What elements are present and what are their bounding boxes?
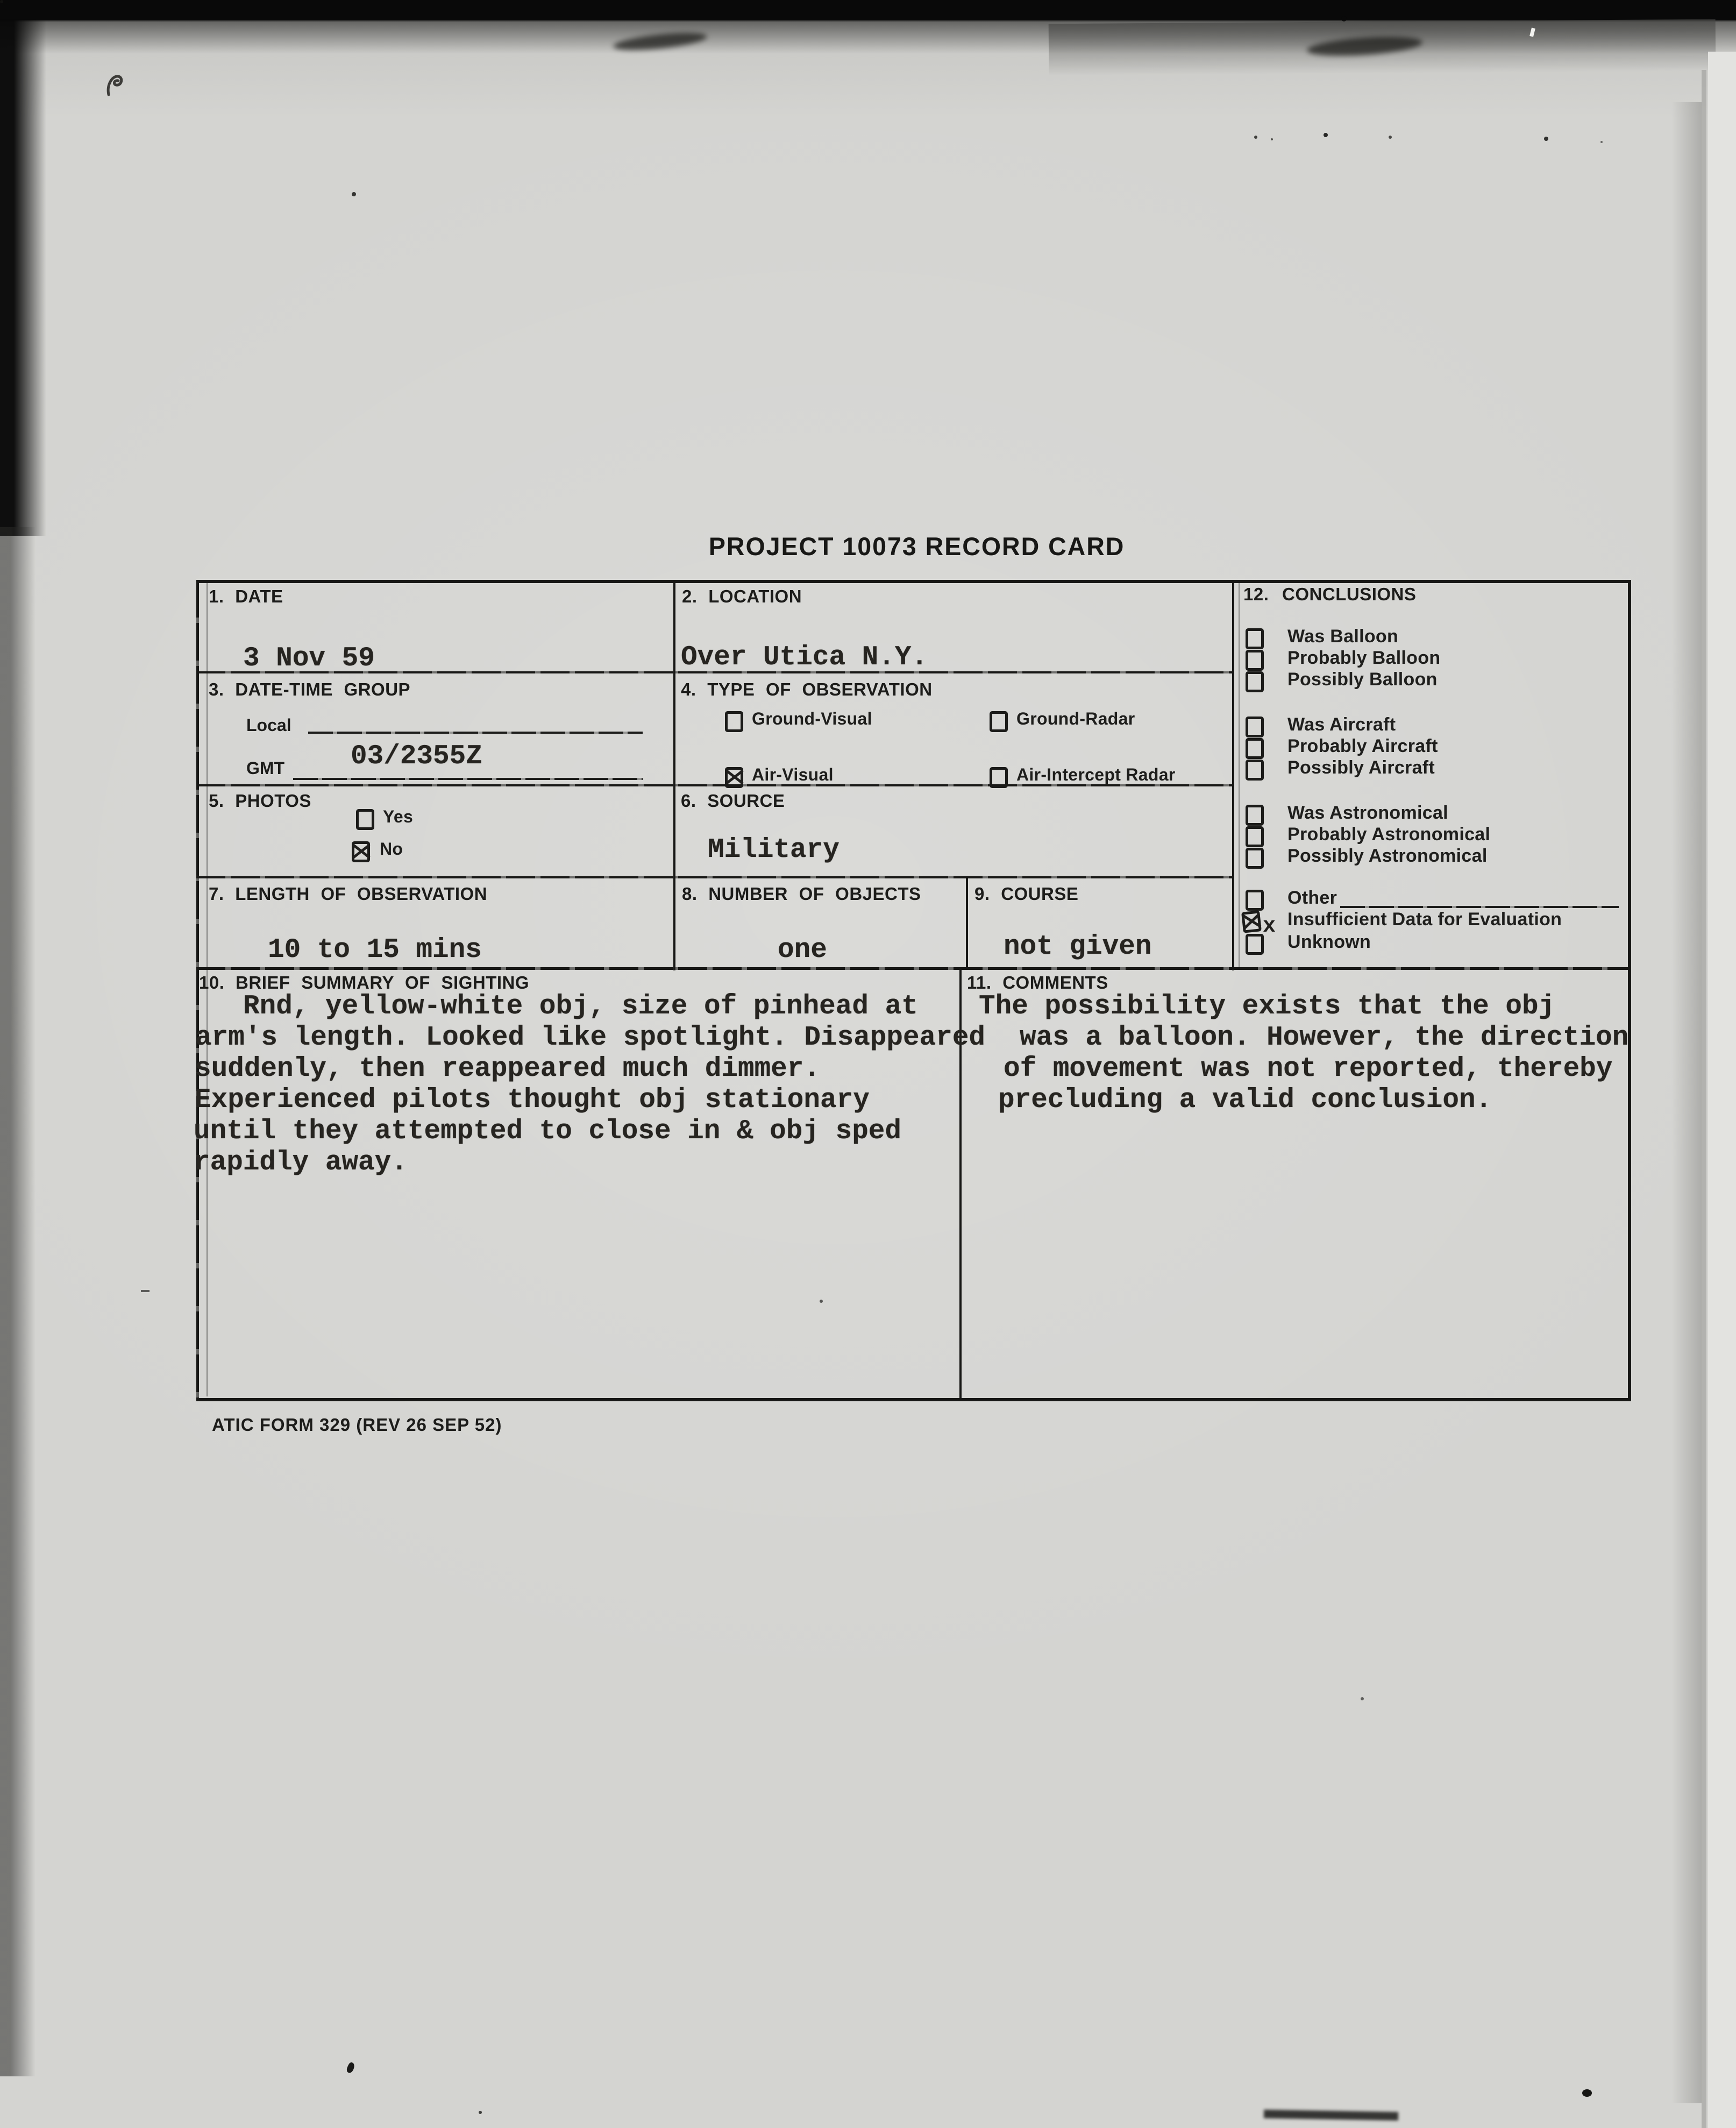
scan-speckles xyxy=(0,0,3,3)
probably-astronomical-label: Probably Astronomical xyxy=(1287,824,1491,845)
ground-radar-label: Ground-Radar xyxy=(1016,709,1135,728)
insufficient-data-x-mark: x xyxy=(1263,914,1276,939)
column-divider-8-9 xyxy=(966,878,968,969)
page-title: PROJECT 10073 RECORD CARD xyxy=(708,532,1125,561)
date-label: 1. DATE xyxy=(209,586,283,606)
gmt-value: 03/2355Z xyxy=(351,741,482,772)
summary-line: arm's length. Looked like spotlight. Disappeared xyxy=(195,1023,986,1053)
possibly-aircraft-label: Possibly Aircraft xyxy=(1287,757,1435,778)
unknown-label: Unknown xyxy=(1287,932,1371,952)
local-label: Local xyxy=(246,715,291,735)
insufficient-data-checkbox xyxy=(1241,910,1262,933)
possibly-balloon-checkbox xyxy=(1246,671,1264,692)
scan-ink-squiggle xyxy=(105,68,131,102)
table-border-right xyxy=(1628,580,1631,1401)
possibly-astronomical-label: Possibly Astronomical xyxy=(1287,846,1488,866)
location-label: 2. LOCATION xyxy=(682,586,802,606)
was-aircraft-label: Was Aircraft xyxy=(1287,714,1396,735)
comments-line: was a balloon. However, the direction xyxy=(1020,1023,1629,1053)
scan-top-black-band xyxy=(0,0,1736,22)
gmt-blank-line xyxy=(293,778,643,780)
possibly-aircraft-checkbox xyxy=(1246,760,1264,781)
probably-aircraft-label: Probably Aircraft xyxy=(1287,736,1438,756)
conclusions-label: 12. CONCLUSIONS xyxy=(1243,584,1417,604)
location-value: Over Utica N.Y. xyxy=(681,642,928,673)
table-border-bottom xyxy=(196,1398,1631,1401)
course-value: not given xyxy=(1004,932,1152,962)
comments-line: precluding a valid conclusion. xyxy=(998,1085,1492,1116)
photos-yes-checkbox xyxy=(356,809,374,830)
summary-label: 10. BRIEF SUMMARY OF SIGHTING xyxy=(199,973,530,992)
summary-line: until they attempted to close in & obj sped xyxy=(194,1116,902,1147)
source-label: 6. SOURCE xyxy=(681,791,785,811)
unknown-checkbox xyxy=(1246,934,1264,955)
number-of-objects-label: 8. NUMBER OF OBJECTS xyxy=(682,884,921,904)
comments-label: 11. COMMENTS xyxy=(967,973,1108,992)
scan-corner-blob xyxy=(1582,2089,1592,2097)
probably-aircraft-checkbox xyxy=(1246,738,1264,759)
other-checkbox xyxy=(1246,890,1264,911)
air-visual-label: Air-Visual xyxy=(752,765,834,784)
probably-balloon-checkbox xyxy=(1246,650,1264,671)
was-balloon-checkbox xyxy=(1246,628,1264,649)
was-astronomical-label: Was Astronomical xyxy=(1287,803,1448,823)
column-divider-1 xyxy=(673,580,675,970)
scan-right-edge-seam xyxy=(1702,70,1706,2128)
scan-pen-dash xyxy=(141,1290,150,1292)
summary-line: rapidly away. xyxy=(194,1147,408,1178)
local-blank-line xyxy=(308,732,643,734)
row-divider-3 xyxy=(196,876,1232,878)
source-value: Military xyxy=(708,835,839,866)
air-intercept-radar-label: Air-Intercept Radar xyxy=(1016,765,1176,784)
photos-yes-label: Yes xyxy=(383,807,414,826)
insufficient-data-label: Insufficient Data for Evaluation xyxy=(1287,909,1562,930)
number-of-objects-value: one xyxy=(778,935,827,966)
ground-visual-label: Ground-Visual xyxy=(752,709,872,728)
probably-balloon-label: Probably Balloon xyxy=(1287,648,1441,668)
photos-no-label: No xyxy=(380,839,403,859)
column-divider-conclusions xyxy=(1232,580,1234,970)
photos-label: 5. PHOTOS xyxy=(209,791,311,811)
scan-left-edge-shadow-lower xyxy=(0,527,35,2076)
length-of-observation-value: 10 to 15 mins xyxy=(268,935,482,966)
scan-bottom-smudge xyxy=(1264,2110,1398,2120)
air-intercept-radar-checkbox xyxy=(990,767,1008,788)
length-of-observation-label: 7. LENGTH OF OBSERVATION xyxy=(209,884,488,904)
probably-astronomical-checkbox xyxy=(1246,826,1264,847)
air-visual-checkbox xyxy=(725,767,743,788)
form-number: ATIC FORM 329 (REV 26 SEP 52) xyxy=(212,1415,502,1435)
other-blank-line xyxy=(1340,906,1619,908)
column-divider-conclusions-double xyxy=(1239,582,1240,968)
summary-line: Experienced pilots thought obj stationary xyxy=(195,1085,870,1116)
comments-line: of movement was not reported, thereby xyxy=(1004,1054,1613,1084)
comments-line: The possibility exists that the obj xyxy=(979,991,1555,1022)
date-value: 3 Nov 59 xyxy=(243,643,375,674)
possibly-astronomical-checkbox xyxy=(1246,848,1264,869)
was-balloon-label: Was Balloon xyxy=(1287,626,1399,647)
type-of-observation-label: 4. TYPE OF OBSERVATION xyxy=(681,679,933,699)
table-border-top xyxy=(196,580,1631,583)
scan-left-edge-shadow xyxy=(0,19,46,536)
gmt-label: GMT xyxy=(246,758,285,778)
ground-visual-checkbox xyxy=(725,711,743,732)
ground-radar-checkbox xyxy=(990,711,1008,732)
row-divider-4 xyxy=(196,967,1628,970)
other-label: Other xyxy=(1287,888,1337,908)
was-aircraft-checkbox xyxy=(1246,717,1264,737)
scan-right-edge-light-strip xyxy=(1708,52,1736,2128)
summary-line: suddenly, then reappeared much dimmer. xyxy=(195,1054,820,1084)
photos-no-checkbox xyxy=(352,841,370,862)
scan-ink-mark xyxy=(345,2061,355,2074)
course-label: 9. COURSE xyxy=(974,884,1079,904)
date-time-group-label: 3. DATE-TIME GROUP xyxy=(209,679,411,699)
was-astronomical-checkbox xyxy=(1246,805,1264,826)
summary-line: Rnd, yellow-white obj, size of pinhead at xyxy=(243,991,918,1022)
possibly-balloon-label: Possibly Balloon xyxy=(1287,669,1438,690)
scan-right-edge-shade xyxy=(1671,102,1702,2103)
